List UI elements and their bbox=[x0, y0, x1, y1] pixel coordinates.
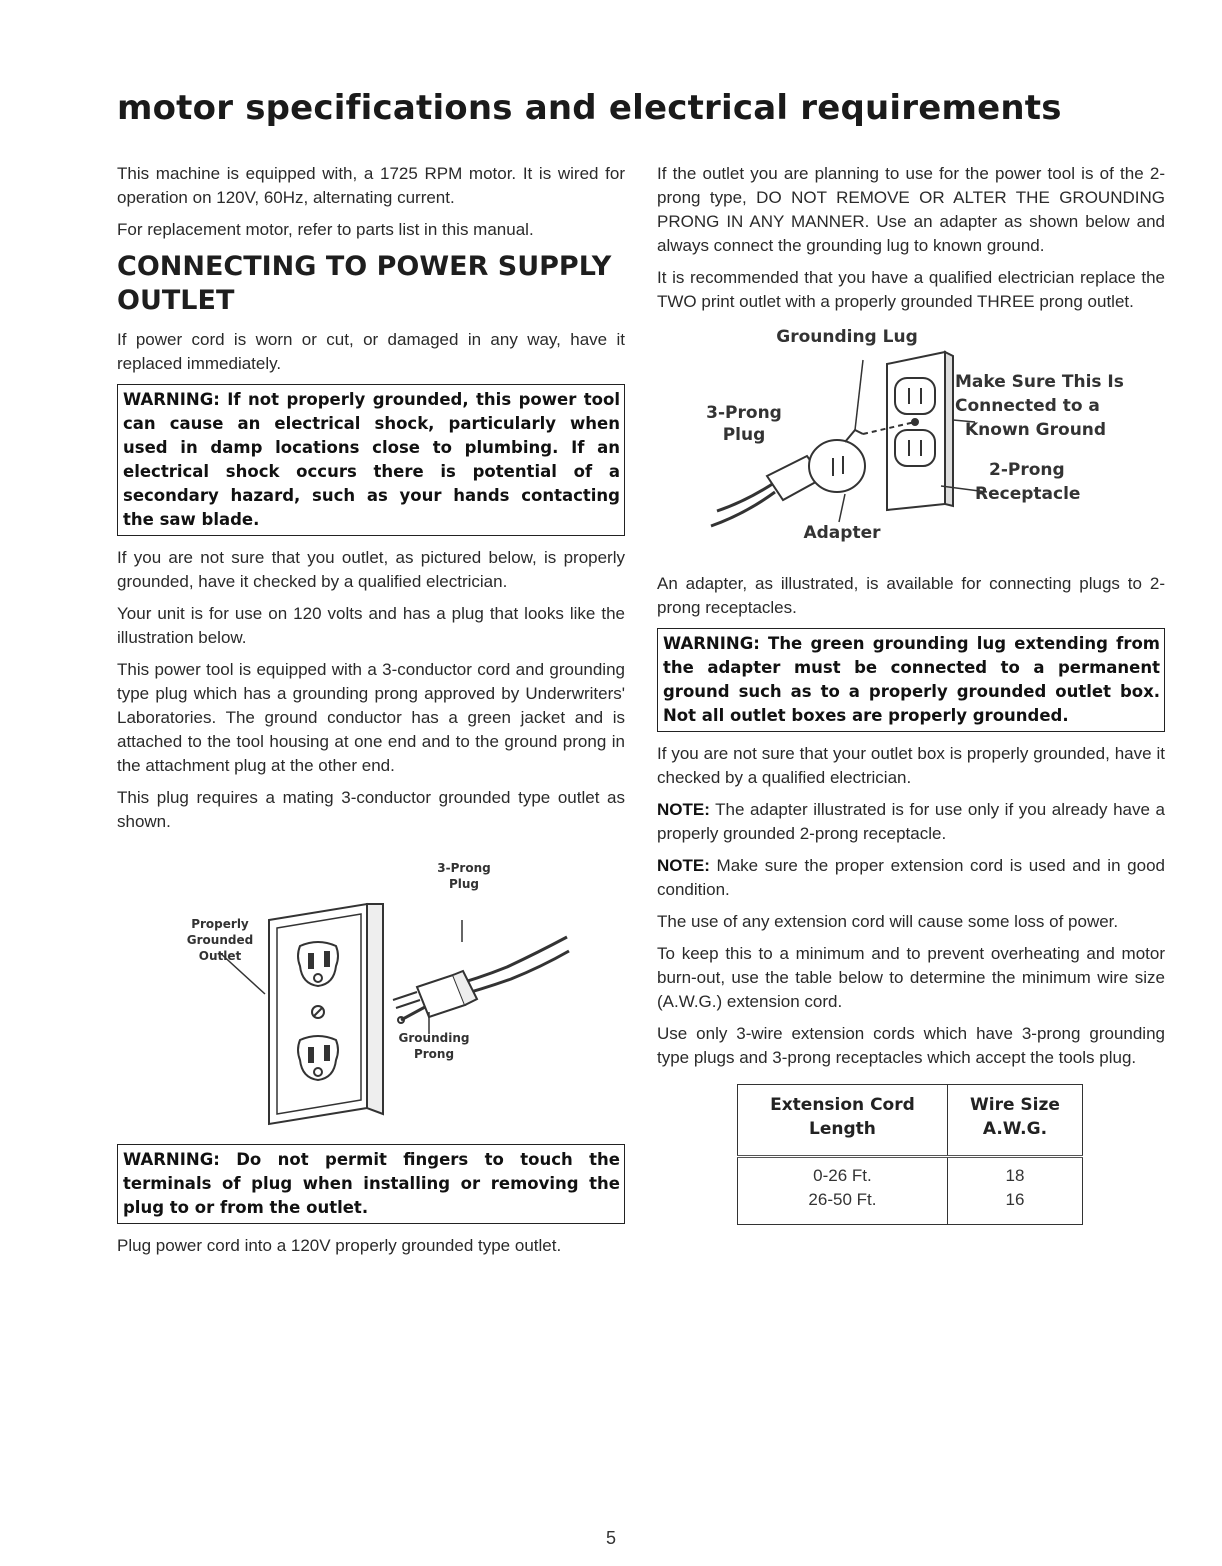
adapter-figure bbox=[657, 326, 1165, 558]
figure2-ground-label-line2: Connected to a bbox=[955, 396, 1100, 416]
plug-power-cord-paragraph: Plug power cord into a 120V properly grounded type outlet. bbox=[117, 1236, 562, 1255]
power-loss-paragraph: The use of any extension cord will cause some loss of power. bbox=[657, 912, 1119, 931]
table-header-wire-size-line2: A.W.G. bbox=[982, 1119, 1048, 1139]
figure1-outlet-label-line1: Properly bbox=[191, 917, 249, 931]
warning-box-grounding: WARNING: If not properly grounded, this power tool can cause an electrical shock, particularly when used in damp locations close to plumbing. If an electrical shock occurs there is potential of a secondary hazard, such as your hands contacting the saw blade. bbox=[117, 384, 625, 536]
page-title: motor specifications and electrical requirements bbox=[117, 88, 1062, 128]
table-header-length bbox=[738, 1085, 948, 1157]
voltage-paragraph: Your unit is for use on 120 volts and has a plug that looks like the illustration below. bbox=[117, 604, 625, 647]
outlet-plug-figure bbox=[117, 842, 625, 1132]
warning-box-grounding-lug: WARNING: The green grounding lug extending from the adapter must be connected to a permanent ground such as to a properly grounded outlet box. Not all outlet boxes are properly grounded. bbox=[657, 628, 1165, 732]
table-header-length-line1: Extension Cord bbox=[770, 1095, 915, 1115]
note-label: NOTE: bbox=[657, 856, 710, 875]
figure2-ground-label bbox=[955, 370, 1135, 442]
two-prong-outlet-paragraph: If the outlet you are planning to use for the power tool is of the 2-prong type, DO NOT REMOVE OR ALTER THE GROUNDING PRONG IN ANY MANNER. Use an adapter as shown below and always connect the grounding lug to known ground. bbox=[657, 164, 1165, 255]
section-heading-power-supply: CONNECTING TO POWER SUPPLY OUTLET bbox=[117, 251, 612, 316]
note-adapter-paragraph bbox=[657, 798, 1165, 846]
table-header-length-line2: Length bbox=[809, 1119, 876, 1139]
replacement-motor-paragraph: For replacement motor, refer to parts list in this manual. bbox=[117, 220, 534, 239]
right-column bbox=[657, 162, 1165, 1225]
figure2-receptacle-label-line1: 2-Prong bbox=[989, 460, 1065, 480]
left-column bbox=[117, 162, 625, 1266]
figure1-outlet-label-line2: Grounded bbox=[186, 933, 254, 947]
table-cell-length: 26-50 Ft. bbox=[738, 1188, 948, 1225]
figure2-lug-label: Grounding Lug bbox=[776, 327, 918, 347]
note-extension-text: Make sure the proper extension cord is used and in good condition. bbox=[657, 856, 1165, 899]
electrician-recommendation-paragraph: It is recommended that you have a qualified electrician replace the TWO print outlet with a properly grounded THREE prong outlet. bbox=[657, 268, 1165, 311]
table-row bbox=[738, 1188, 1083, 1225]
three-prong-plug-drawing bbox=[393, 937, 569, 1023]
figure2-plug-label-line2: Plug bbox=[722, 425, 766, 445]
page-number: 5 bbox=[605, 1528, 616, 1548]
figure1-prong-label bbox=[389, 1030, 479, 1062]
figure1-prong-label-line2: Prong bbox=[413, 1047, 455, 1061]
table-header-wire-size bbox=[947, 1085, 1082, 1157]
three-wire-paragraph: Use only 3-wire extension cords which have 3-prong grounding type plugs and 3-prong receptacles which accept the tools plug. bbox=[657, 1024, 1165, 1067]
table-cell-length: 0-26 Ft. bbox=[738, 1157, 948, 1189]
motor-spec-paragraph: This machine is equipped with, a 1725 RPM motor. It is wired for operation on 120V, 60Hz, alternating current. bbox=[117, 164, 625, 207]
damaged-cord-paragraph: If power cord is worn or cut, or damaged in any way, have it replaced immediately. bbox=[117, 330, 625, 373]
figure1-plug-label bbox=[429, 860, 499, 892]
outlet-check-paragraph: If you are not sure that you outlet, as pictured below, is properly grounded, have it checked by a qualified electrician. bbox=[117, 548, 625, 591]
table-cell-size: 16 bbox=[947, 1188, 1082, 1225]
note-label: NOTE: bbox=[657, 800, 710, 819]
table-row bbox=[738, 1157, 1083, 1189]
figure1-prong-label-line1: Grounding bbox=[398, 1031, 470, 1045]
grounded-outlet-drawing bbox=[269, 904, 383, 1124]
table-header-wire-size-line1: Wire Size bbox=[970, 1095, 1060, 1115]
figure2-ground-label-line3: Known Ground bbox=[965, 420, 1107, 440]
mating-outlet-paragraph: This plug requires a mating 3-conductor grounded type outlet as shown. bbox=[117, 788, 625, 831]
figure2-receptacle-label-line2: Receptacle bbox=[975, 484, 1081, 504]
adapter-available-paragraph: An adapter, as illustrated, is available for connecting plugs to 2-prong receptacles. bbox=[657, 574, 1165, 617]
outlet-plug-illustration bbox=[117, 842, 625, 1132]
conductor-cord-paragraph: This power tool is equipped with a 3-conductor cord and grounding type plug which has a grounding prong approved by Underwriters' Laboratories. The ground conductor has a green jacket and is attached to the tool housing at one end and to the ground prong in the attachment plug at the other end. bbox=[117, 660, 625, 775]
outlet-box-check-paragraph: If you are not sure that your outlet box is properly grounded, have it checked by a qualified electrician. bbox=[657, 744, 1165, 787]
extension-cord-table bbox=[737, 1084, 1083, 1225]
figure1-outlet-label bbox=[175, 916, 265, 964]
note-extension-paragraph bbox=[657, 854, 1165, 902]
note-adapter-text: The adapter illustrated is for use only if you already have a properly grounded 2-prong receptacle. bbox=[657, 800, 1165, 843]
warning-box-terminals: WARNING: Do not permit fingers to touch the terminals of plug when installing or removing the plug to or from the outlet. bbox=[117, 1144, 625, 1224]
figure1-plug-label-line2: Plug bbox=[448, 877, 480, 891]
table-cell-size: 18 bbox=[947, 1157, 1082, 1189]
figure2-plug-label-line1: 3-Prong bbox=[706, 403, 782, 423]
figure2-receptacle-label bbox=[975, 458, 1095, 506]
wire-size-paragraph: To keep this to a minimum and to prevent overheating and motor burn-out, use the table below to determine the minimum wire size (A.W.G.) extension cord. bbox=[657, 944, 1165, 1011]
figure1-outlet-label-line3: Outlet bbox=[198, 949, 242, 963]
figure1-plug-label-line1: 3-Prong bbox=[437, 861, 491, 875]
figure2-ground-label-line1: Make Sure This Is bbox=[955, 372, 1124, 392]
figure2-plug-label bbox=[699, 402, 789, 446]
figure2-adapter-label: Adapter bbox=[803, 523, 881, 543]
